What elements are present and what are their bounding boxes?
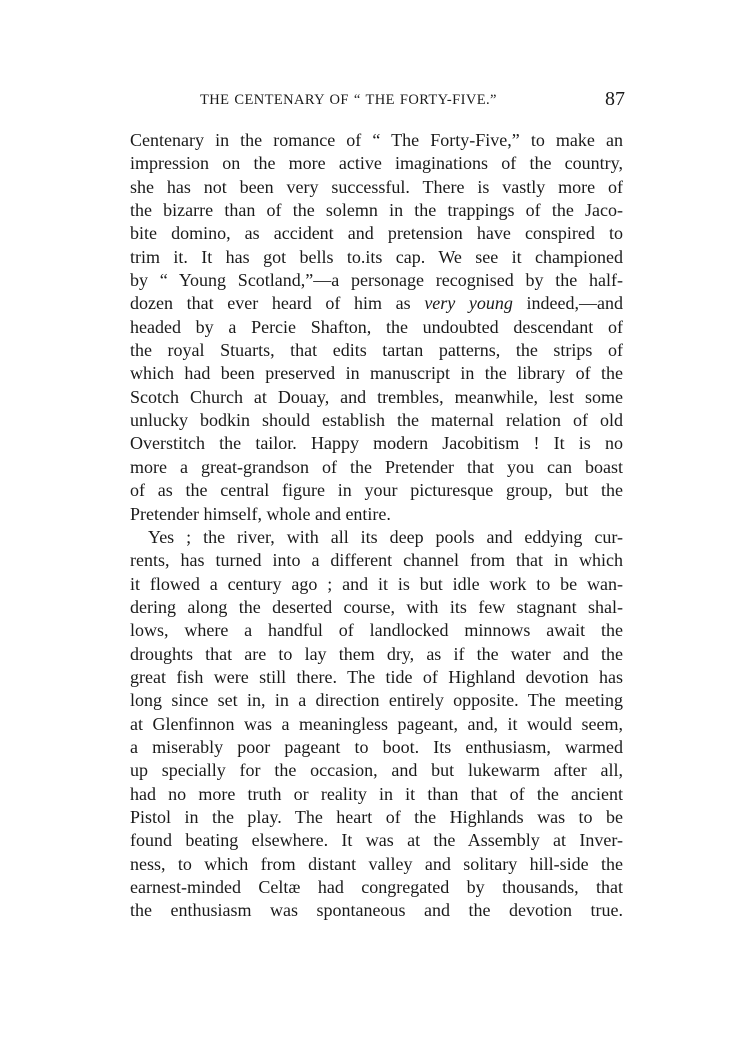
- text-line: up specially for the occasion, and but lukewarm after all,: [130, 760, 623, 781]
- text-line: Centenary in the romance of “ The Forty-Five,” to make an: [130, 130, 623, 150]
- text-line: impression on the more active imaginations of the country,: [130, 153, 623, 174]
- text-line: a miserably poor pageant to boot. Its enthusiasm, warmed: [130, 736, 623, 757]
- emphasis-text: very young: [424, 293, 513, 314]
- text-line: dering along the deserted course, with its few stagnant shal-: [130, 596, 623, 617]
- text-line: unlucky bodkin should establish the maternal relation of old: [130, 410, 623, 431]
- text-line: rents, has turned into a different channel from that in which: [130, 550, 623, 571]
- text-line: found beating elsewhere. It was at the Assembly at Inver-: [130, 830, 623, 851]
- text-line: dozen that ever heard of him as very young indeed,—and: [130, 293, 623, 314]
- text-line: Pretender himself, whole and entire.: [130, 503, 391, 524]
- text-line: bite domino, as accident and pretension have conspired to: [130, 223, 623, 244]
- text-line: great fish were still there. The tide of Highland devotion has: [130, 666, 623, 687]
- paragraph: [130, 129, 623, 526]
- page-number: 87: [605, 88, 625, 110]
- text-line: the enthusiasm was spontaneous and the devotion true.: [130, 900, 623, 921]
- text-line: which had been preserved in manuscript in the library of the: [130, 363, 623, 384]
- text-line: at Glenfinnon was a meaningless pageant, and, it would seem,: [130, 713, 623, 734]
- text-line: headed by a Percie Shafton, the undoubted descendant of: [130, 316, 623, 337]
- text-line: of as the central figure in your picturesque group, but the: [130, 480, 623, 501]
- body-text: [130, 129, 623, 923]
- text-line: long since set in, in a direction entirely opposite. The meeting: [130, 690, 623, 711]
- text-line: earnest-minded Celtæ had congregated by thousands, that: [130, 877, 623, 897]
- text-line: she has not been very successful. There is vastly more of: [130, 176, 623, 197]
- text-line: droughts that are to lay them dry, as if the water and the: [130, 643, 623, 664]
- text-line: trim it. It has got bells to.its cap. We see it championed: [130, 246, 623, 267]
- text-line: the bizarre than of the solemn in the trappings of the Jaco-: [130, 200, 623, 221]
- paragraph: [130, 526, 623, 923]
- text-line: the royal Stuarts, that edits tartan patterns, the strips of: [130, 340, 623, 361]
- text-line: had no more truth or reality in it than that of the ancient: [130, 783, 623, 804]
- running-head: THE CENTENARY OF “ THE FORTY-FIVE.”: [200, 92, 497, 108]
- text-line: it flowed a century ago ; and it is but idle work to be wan-: [130, 573, 623, 594]
- text-line: ness, to which from distant valley and solitary hill-side the: [130, 853, 623, 874]
- text-line: Overstitch the tailor. Happy modern Jacobitism ! It is no: [130, 433, 623, 454]
- text-line: Pistol in the play. The heart of the Highlands was to be: [130, 806, 623, 827]
- page-header: [200, 88, 625, 118]
- text-line: more a great-grandson of the Pretender that you can boast: [130, 456, 623, 477]
- text-line: lows, where a handful of landlocked minnows await the: [130, 620, 623, 641]
- text-line: Scotch Church at Douay, and trembles, meanwhile, lest some: [130, 386, 623, 407]
- text-line: Yes ; the river, with all its deep pools and eddying cur-: [148, 526, 623, 547]
- text-line: by “ Young Scotland,”—a personage recognised by the half-: [130, 270, 623, 291]
